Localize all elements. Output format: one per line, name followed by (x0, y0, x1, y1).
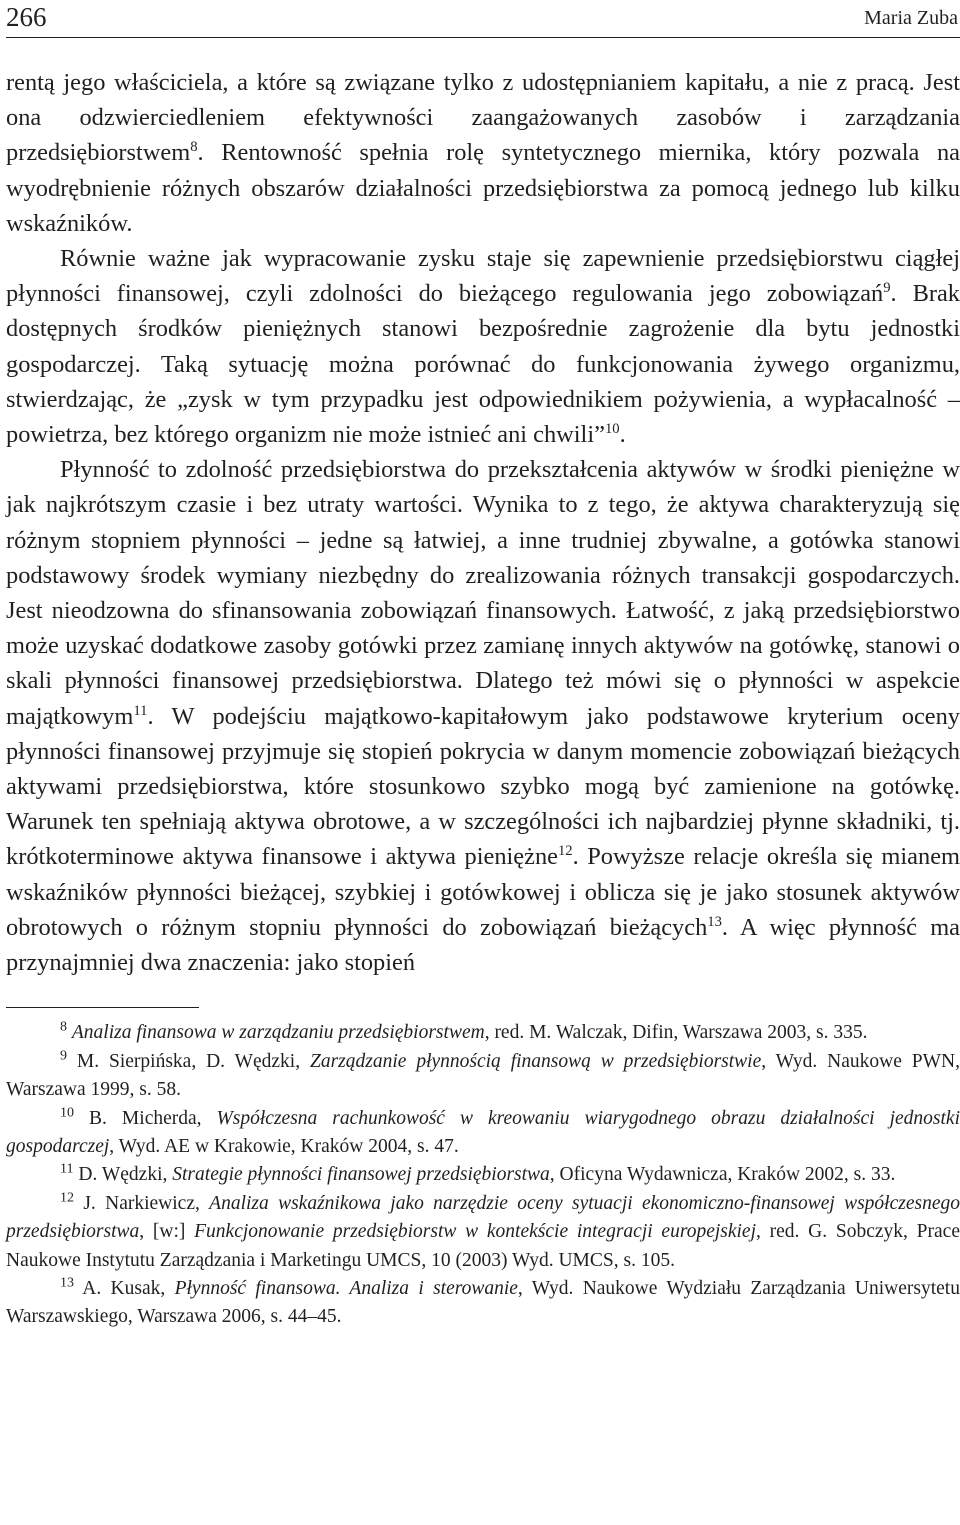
page-header (6, 0, 960, 38)
footnote-12 (6, 1190, 960, 1275)
document-page (6, 0, 960, 1332)
footnote-number: 13 (60, 1274, 75, 1291)
paragraph-1 (6, 65, 960, 241)
footnote-13 (6, 1275, 960, 1332)
footnote-number: 8 (60, 1018, 68, 1035)
footnote-title: Analiza wskaźnikowa jako narzędzie oceny sytuacji ekonomiczno-finansowej współczesnego przedsiębiorstwa (6, 1192, 960, 1243)
footnote-author: J. Narkiewicz, (83, 1192, 210, 1214)
paragraph-3-text-b: . W podejściu majątkowo-kapitałowym jako podstawowe kryterium oceny płynności finansowej przyjmuje się stopień pokrycia w danym momencie zobowiązań bieżących aktywami przedsiębiorstwa, które stosunkowo szybko mogą być zamienione na gotówkę. Warunek ten spełniają aktywa obrotowe, a w szczególności ich najbardziej płynne składniki, tj. krótkoterminowe aktywa finansowe i aktywa pieniężne (6, 702, 960, 871)
footnote-details: , Wyd. AE w Krakowie, Kraków 2004, s. 47. (109, 1135, 459, 1157)
footnote-details: , red. M. Walczak, Difin, Warszawa 2003, s. 335. (484, 1022, 868, 1044)
footnote-ref-12: 12 (557, 843, 573, 860)
paragraph-2-text-b: . Brak dostępnych środków pieniężnych stanowi bezpośrednie zagrożenie dla bytu jednostki gospodarczej. Taką sytuację można porównać do funkcjonowania żywego organizmu, stwierdzając, że „zysk w tym przypadku jest odpowiednikiem pożywienia, a wypłacalność – powietrza, bez którego organizm nie może istnieć ani chwili” (6, 280, 960, 449)
paragraph-1-text-b: . Rentowność spełnia rolę syntetycznego miernika, który pozwala na wyodrębnienie różnych obszarów działalności przedsiębiorstwa za pomocą jednego lub kilku wskaźników. (6, 139, 960, 237)
footnote-details: , Oficyna Wydawnicza, Kraków 2002, s. 33. (549, 1164, 896, 1186)
body-text (6, 65, 960, 980)
paragraph-2-text-a: Równie ważne jak wypracowanie zysku staje się zapewnienie przedsiębiorstwu ciągłej płynności finansowej, czyli zdolności do bieżącego regulowania jego zobowiązań (6, 245, 960, 308)
footnote-number: 12 (60, 1189, 75, 1206)
footnote-10 (6, 1105, 960, 1162)
paragraph-3-text-a: Płynność to zdolność przedsiębiorstwa do przekształcenia aktywów w środki pieniężne w jak najkrótszym czasie i bez utraty wartości. Wynika to z tego, że aktywa charakteryzują się różnym stopniem płynności – jedne są łatwiej, a inne trudniej zbywalne, a gotówka stanowi podstawowy środek wymiany niezbędny do zrealizowania różnych transakcji gospodarczych. Jest nieodzowna do sfinansowania zobowiązań finansowych. Łatwość, z jaką przedsiębiorstwo może uzyskać dodatkowe zasoby gotówki przez zamianę innych aktywów na gotówkę, stanowi o skali płynności finansowej przedsiębiorstwa. Dlatego też mówi się o płynności w aspekcie majątkowym (6, 456, 960, 730)
running-head-author: Maria Zuba (864, 7, 958, 29)
footnote-number: 10 (60, 1104, 75, 1120)
footnote-9 (6, 1048, 960, 1105)
footnote-8 (6, 1019, 960, 1047)
footnote-title: Płynność finansowa. Analiza i sterowanie (174, 1277, 518, 1299)
footnote-separator (6, 1007, 199, 1008)
footnote-title: Strategie płynności finansowej przedsiębiorstwa (172, 1164, 550, 1186)
footnote-11 (6, 1161, 960, 1189)
footnote-author: B. Micherda, (89, 1107, 217, 1129)
footnote-ref-9: 9 (883, 280, 891, 297)
footnote-title: Współczesna rachunkowość w kreowaniu wiarygodnego obrazu działalności jednostki gospodarczej (6, 1107, 960, 1157)
paragraph-3 (6, 452, 960, 980)
footnote-author: D. Wędzki, (78, 1164, 173, 1186)
footnote-author: A. Kusak, (82, 1277, 175, 1299)
paragraph-3-text-c: . Powyższe relacje określa się mianem wskaźników płynności bieżącej, szybkiej i gotówkowej i oblicza się je jako stosunek aktywów obrotowych o różnym stopniu płynności do zobowiązań bieżących (6, 843, 960, 941)
footnotes (6, 1019, 960, 1331)
paragraph-2 (6, 241, 960, 452)
footnote-connector: , [w:] (139, 1221, 195, 1243)
footnote-details: , Wyd. Naukowe Wydziału Zarządzania Uniwersytetu Warszawskiego, Warszawa 2006, s. 44–45. (6, 1277, 960, 1328)
paragraph-3-text-d: . A więc płynność ma przynajmniej dwa znaczenia: jako stopień (6, 913, 960, 977)
paragraph-2-text-c: . (619, 421, 626, 449)
footnote-ref-13: 13 (707, 913, 722, 930)
footnote-author: M. Sierpińska, D. Wędzki, (76, 1050, 310, 1072)
footnote-details: , red. G. Sobczyk, Prace Naukowe Instytutu Zarządzania i Marketingu UMCS, 10 (2003) Wyd. UMCS, s. 105. (6, 1221, 960, 1271)
footnote-ref-10: 10 (604, 420, 620, 437)
page-number: 266 (6, 2, 47, 32)
footnote-number: 9 (60, 1047, 68, 1064)
paragraph-1-text-a: rentą jego właściciela, a które są związane tylko z udostępnianiem kapitału, a nie z pracą. Jest ona odzwierciedleniem efektywności zaangażowanych zasobów i zarządzania przedsiębiorstwem (6, 69, 960, 167)
header-rule (6, 37, 960, 38)
footnote-ref-8: 8 (190, 139, 198, 156)
footnote-title: Zarządzanie płynnością finansową w przedsiębiorstwie (310, 1050, 762, 1072)
footnote-details: , Wyd. Naukowe PWN, Warszawa 1999, s. 58. (6, 1050, 960, 1101)
footnote-title: Analiza finansowa w zarządzaniu przedsiębiorstwem (71, 1022, 485, 1044)
footnote-collection-title: Funkcjonowanie przedsiębiorstw w kontekście integracji europejskiej (194, 1221, 757, 1243)
footnote-number: 11 (60, 1160, 74, 1177)
footnote-ref-11: 11 (133, 702, 148, 719)
